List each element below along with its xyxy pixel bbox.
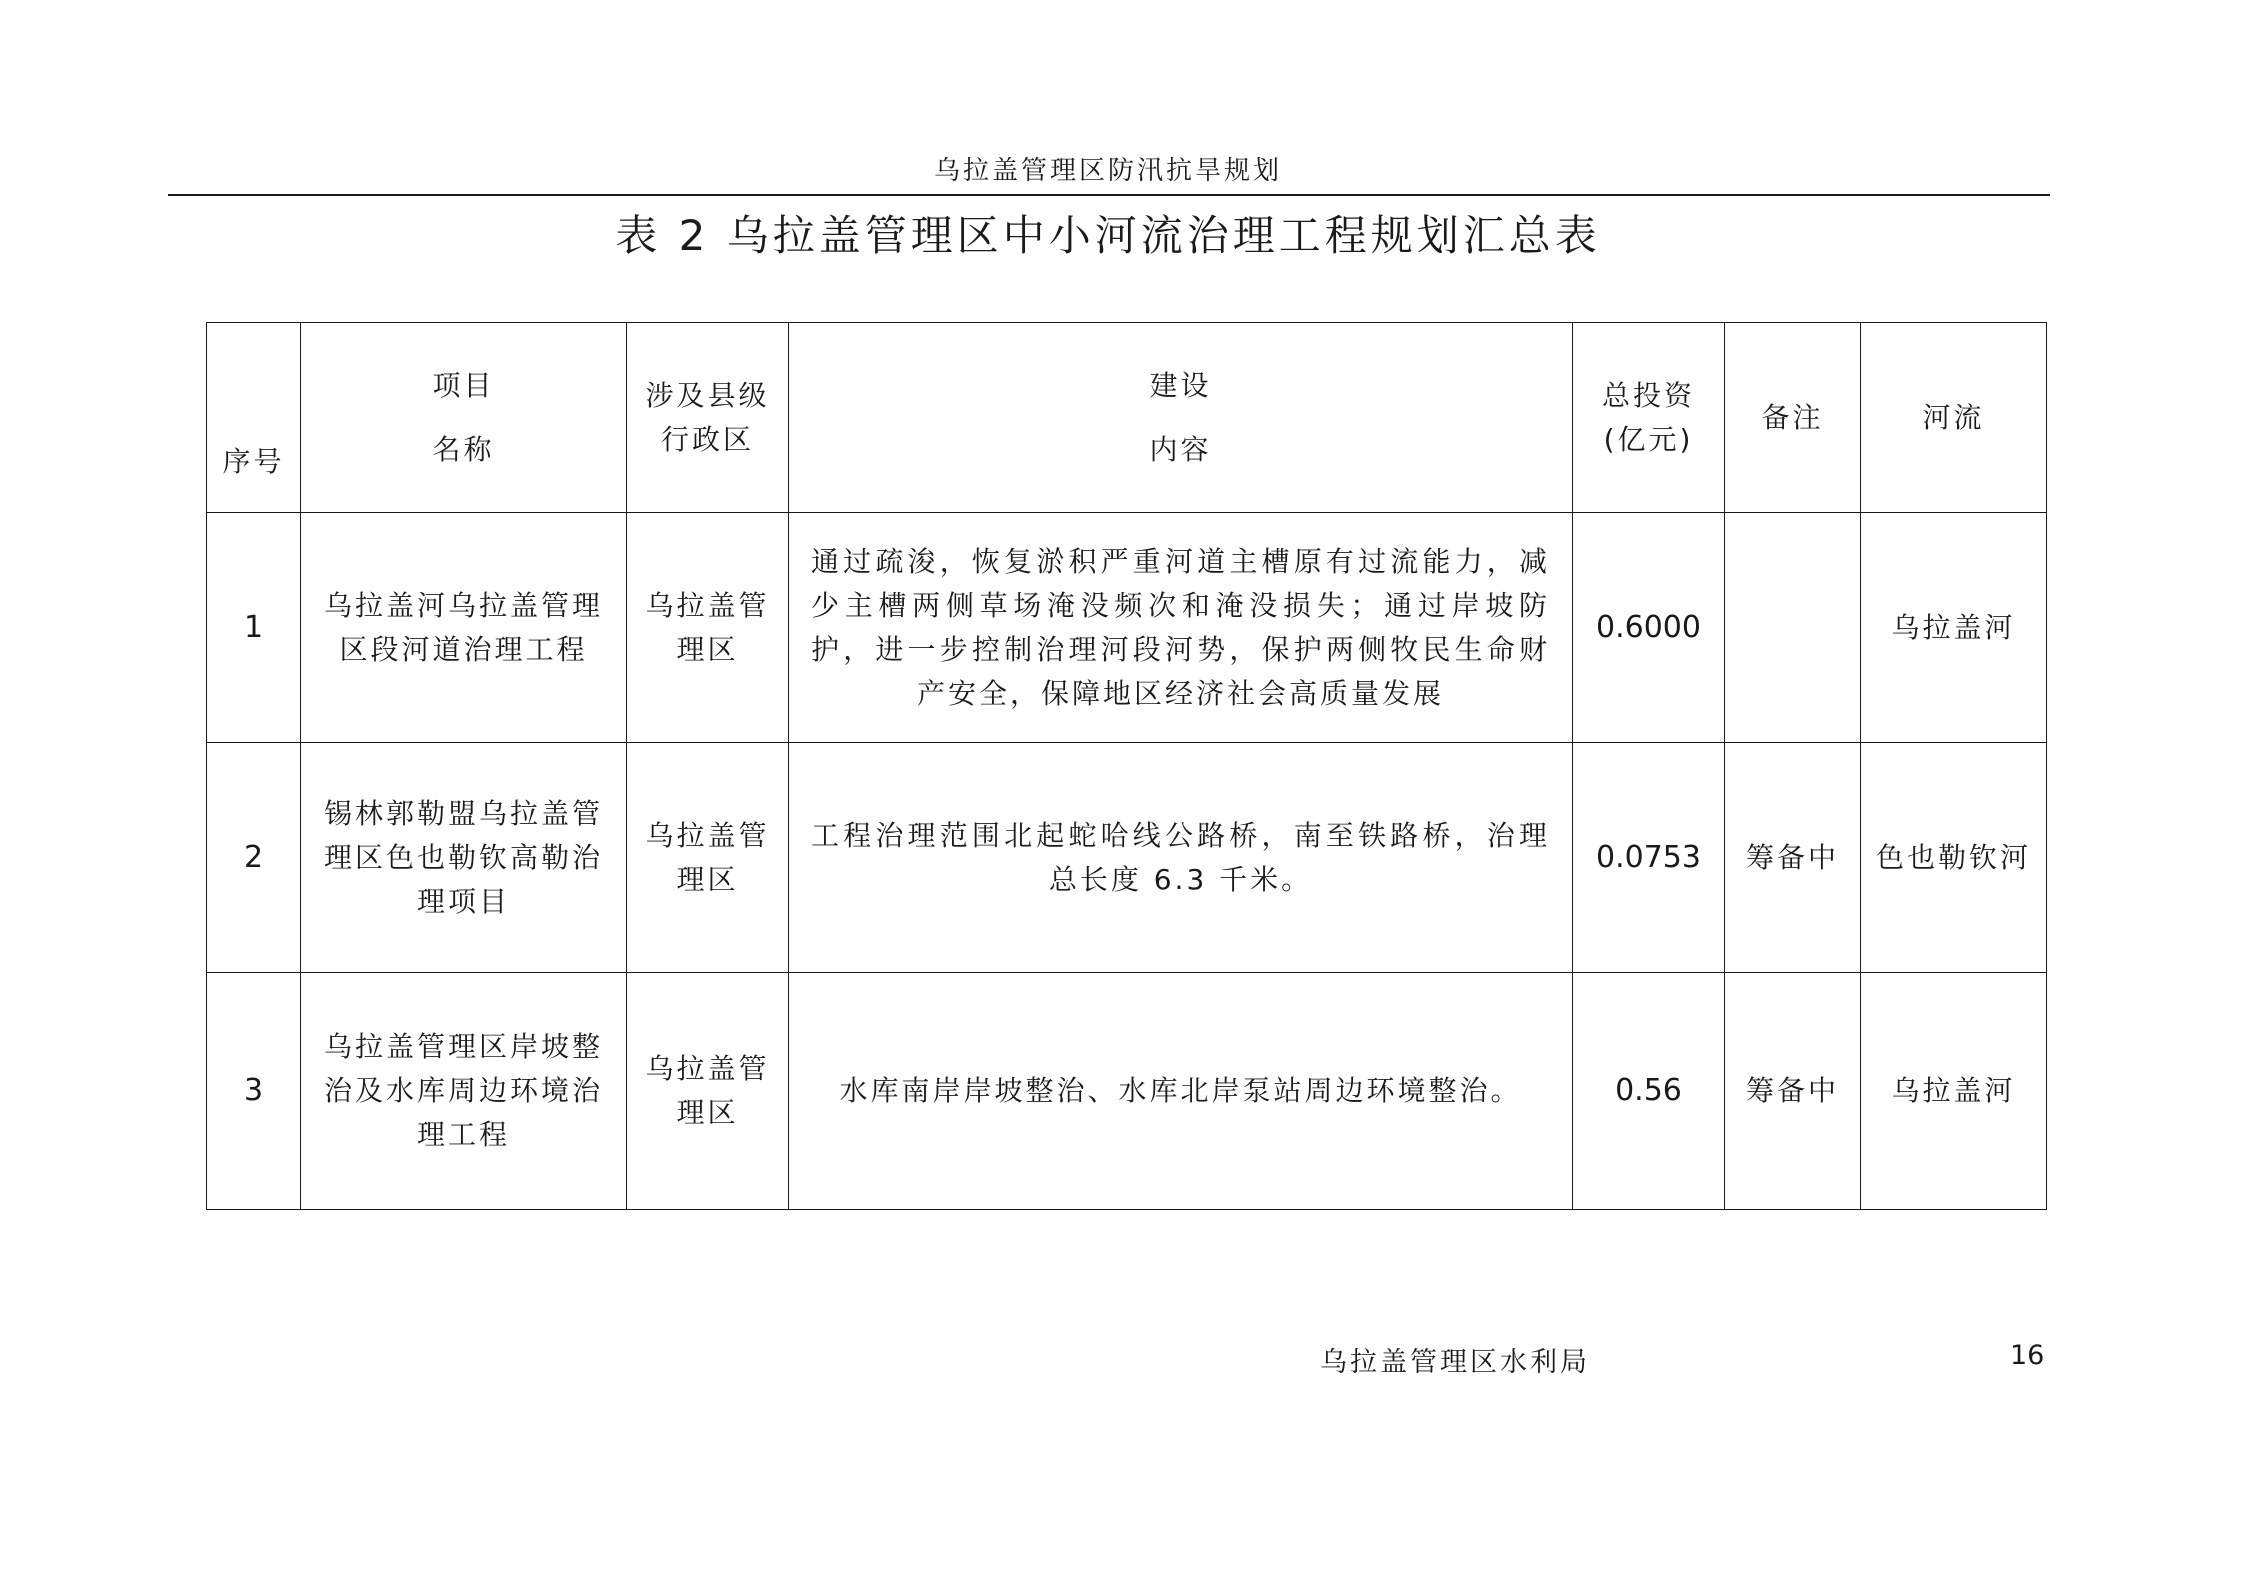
summary-table	[206, 322, 2047, 1210]
cell-seq: 3	[207, 973, 301, 1210]
header-investment: 总投资 (亿元)	[1573, 323, 1725, 513]
page-number: 16	[2010, 1340, 2045, 1371]
cell-region: 乌拉盖管理区	[627, 743, 789, 973]
cell-seq: 2	[207, 743, 301, 973]
cell-seq: 1	[207, 513, 301, 743]
cell-region: 乌拉盖管理区	[627, 973, 789, 1210]
cell-investment: 0.0753	[1573, 743, 1725, 973]
cell-river: 色也勒钦河	[1861, 743, 2047, 973]
cell-river: 乌拉盖河	[1861, 973, 2047, 1210]
cell-project-name: 乌拉盖河乌拉盖管理区段河道治理工程	[301, 513, 627, 743]
cell-river: 乌拉盖河	[1861, 513, 2047, 743]
cell-project-name: 锡林郭勒盟乌拉盖管理区色也勒钦高勒治理项目	[301, 743, 627, 973]
cell-content: 工程治理范围北起蛇哈线公路桥，南至铁路桥，治理总长度 6.3 千米。	[789, 743, 1573, 973]
cell-region: 乌拉盖管理区	[627, 513, 789, 743]
header-seq: 序号	[207, 323, 301, 513]
cell-content: 通过疏浚，恢复淤积严重河道主槽原有过流能力，减少主槽两侧草场淹没频次和淹没损失；通过岸坡防护，进一步控制治理河段河势，保护两侧牧民生命财产安全，保障地区经济社会高质量发展	[789, 513, 1573, 743]
header-content: 建设 内容	[789, 323, 1573, 513]
table-row	[207, 513, 2047, 743]
cell-remark: 筹备中	[1725, 973, 1861, 1210]
cell-remark: 筹备中	[1725, 743, 1861, 973]
header-row	[207, 323, 2047, 513]
table-title: 表 2 乌拉盖管理区中小河流治理工程规划汇总表	[615, 211, 1601, 260]
cell-investment: 0.6000	[1573, 513, 1725, 743]
running-header: 乌拉盖管理区防汛抗旱规划	[933, 156, 1282, 186]
cell-project-name: 乌拉盖管理区岸坡整治及水库周边环境治理工程	[301, 973, 627, 1210]
cell-remark	[1725, 513, 1861, 743]
header-region: 涉及县级 行政区	[627, 323, 789, 513]
footer-organization: 乌拉盖管理区水利局	[1320, 1347, 1590, 1378]
header-river: 河流	[1861, 323, 2047, 513]
table-row	[207, 973, 2047, 1210]
cell-investment: 0.56	[1573, 973, 1725, 1210]
header-rule	[168, 194, 2050, 196]
header-project-name: 项目 名称	[301, 323, 627, 513]
table-row	[207, 743, 2047, 973]
cell-content: 水库南岸岸坡整治、水库北岸泵站周边环境整治。	[789, 973, 1573, 1210]
header-remark: 备注	[1725, 323, 1861, 513]
